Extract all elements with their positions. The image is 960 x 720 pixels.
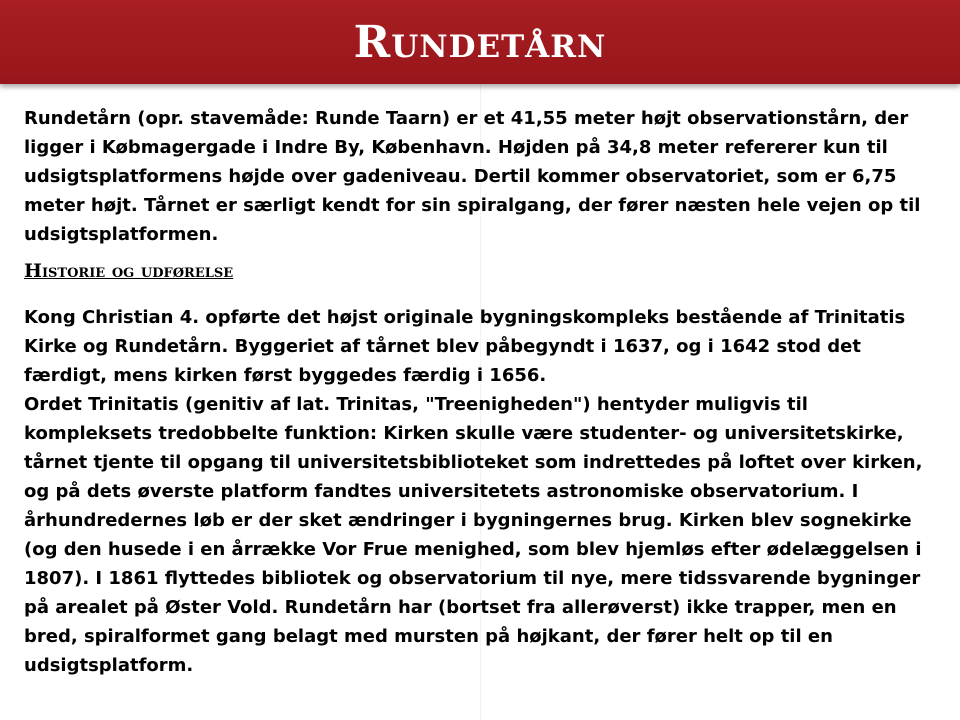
history-paragraph-2: Ordet Trinitatis (genitiv af lat. Trinitas, "Treenigheden") hentyder muligvis til kompleksets tredobbelte funktion: Kirken skulle være studenter- og universitetskirke, tårnet tjente til opgang til universitetsbiblioteket som indrettedes på loftet over kirken, og på dets øverste platform fandtes universitetets astronomiske observatorium. I århundredernes løb er der sket ændringer i bygningernes brug. Kirken blev sognekirke (og den husede i en årrække Vor Frue menighed, som blev hjemløs efter ødelæggelsen i 1807). I 1861 flyttedes bibliotek og observatorium til nye, mere tidssvarende bygninger på arealet på Øster Vold. Rundetårn har (bortset fra allerøverst) ikke trapper, men en bred, spiralformet gang belagt med mursten på højkant, der fører helt op til en udsigtsplatform. (24, 394, 923, 676)
title-bar (0, 0, 960, 84)
slide-content (24, 104, 936, 680)
section-heading: Historie og udførelse (24, 260, 234, 282)
history-paragraph-1: Kong Christian 4. opførte det højst originale bygningskompleks bestående af Trinitatis Kirke og Rundetårn. Byggeriet af tårnet blev påbegyndt i 1637, og i 1642 stod det færdigt, mens kirken først byggedes færdig i 1656. (24, 307, 906, 386)
heading-spacer (24, 285, 936, 303)
slide-title: Rundetårn (353, 17, 607, 68)
intro-paragraph: Rundetårn (opr. stavemåde: Runde Taarn) er et 41,55 meter højt observationstårn, der ligger i Købmagergade i Indre By, København. Højden på 34,8 meter refererer kun til udsigtsplatformens højde over gadeniveau. Dertil kommer observatoriet, som er 6,75 meter højt. Tårnet er særligt kendt for sin spiralgang, der fører næsten hele vejen op til udsigtsplatformen. (24, 108, 921, 245)
